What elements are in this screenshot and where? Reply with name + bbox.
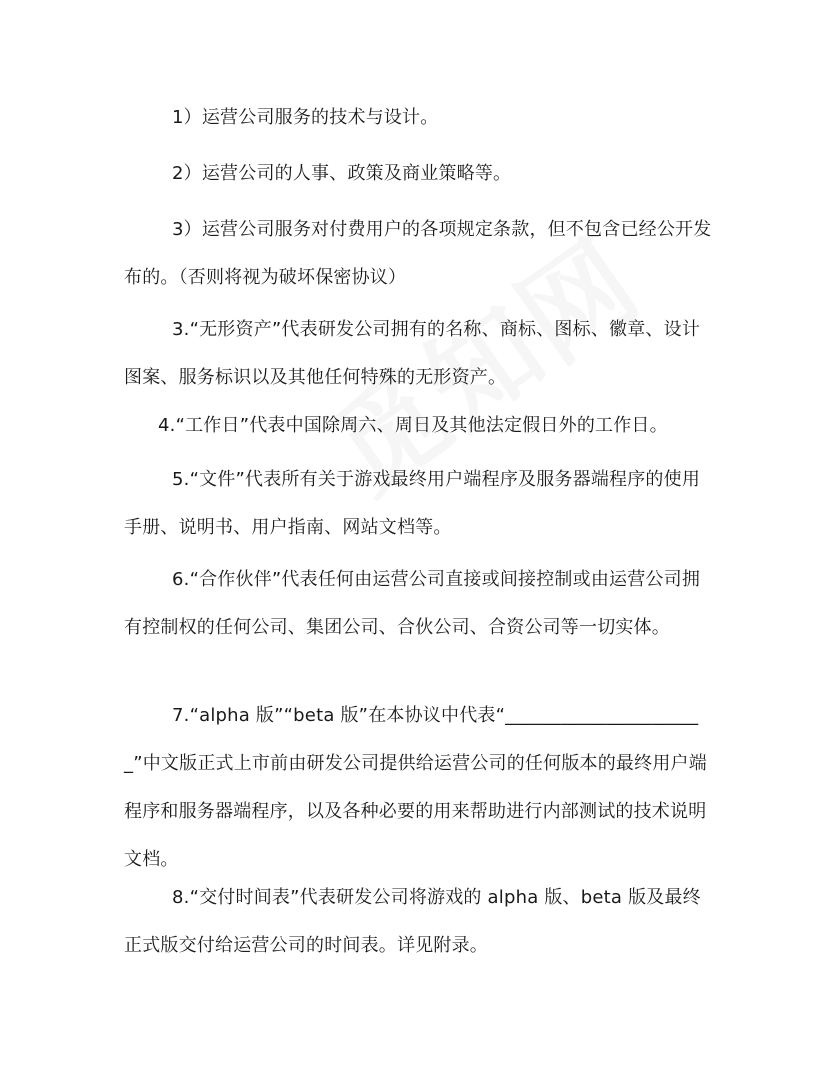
paragraph-item-2: 2）运营公司的人事、政策及商业策略等。 bbox=[172, 163, 512, 184]
paragraph-item-1: 1）运营公司服务的技术与设计。 bbox=[172, 107, 439, 128]
paragraph-definition-7: 7.“alpha 版”“beta 版”在本协议中代表“______________________”中文版正式上市前由研发公司提供给运营公司的任何版本的最终用户端程序和服务器端程序，以及各种必要的用来帮助进行内部测试的技术说明文档。 bbox=[124, 705, 707, 870]
paragraph-definition-6: 6.“合作伙伴”代表任何由运营公司直接或间接控制或由运营公司拥有控制权的任何公司、集团公司、合伙公司、合资公司等一切实体。 bbox=[124, 569, 701, 638]
paragraph-definition-4: 4.“工作日”代表中国除周六、周日及其他法定假日外的工作日。 bbox=[158, 415, 668, 436]
paragraph-definition-8: 8.“交付时间表”代表研发公司将游戏的 alpha 版、beta 版及最终正式版交付给运营公司的时间表。详见附录。 bbox=[124, 887, 701, 956]
paragraph-definition-5: 5.“文件”代表所有关于游戏最终用户端程序及服务器端程序的使用手册、说明书、用户指南、网站文档等。 bbox=[124, 469, 701, 538]
paragraph-item-3: 3）运营公司服务对付费用户的各项规定条款，但不包含已经公开发布的。（否则将视为破坏保密协议） bbox=[124, 219, 712, 288]
paragraph-definition-3: 3.“无形资产”代表研发公司拥有的名称、商标、图标、徽章、设计图案、服务标识以及其他任何特殊的无形资产。 bbox=[124, 319, 701, 388]
